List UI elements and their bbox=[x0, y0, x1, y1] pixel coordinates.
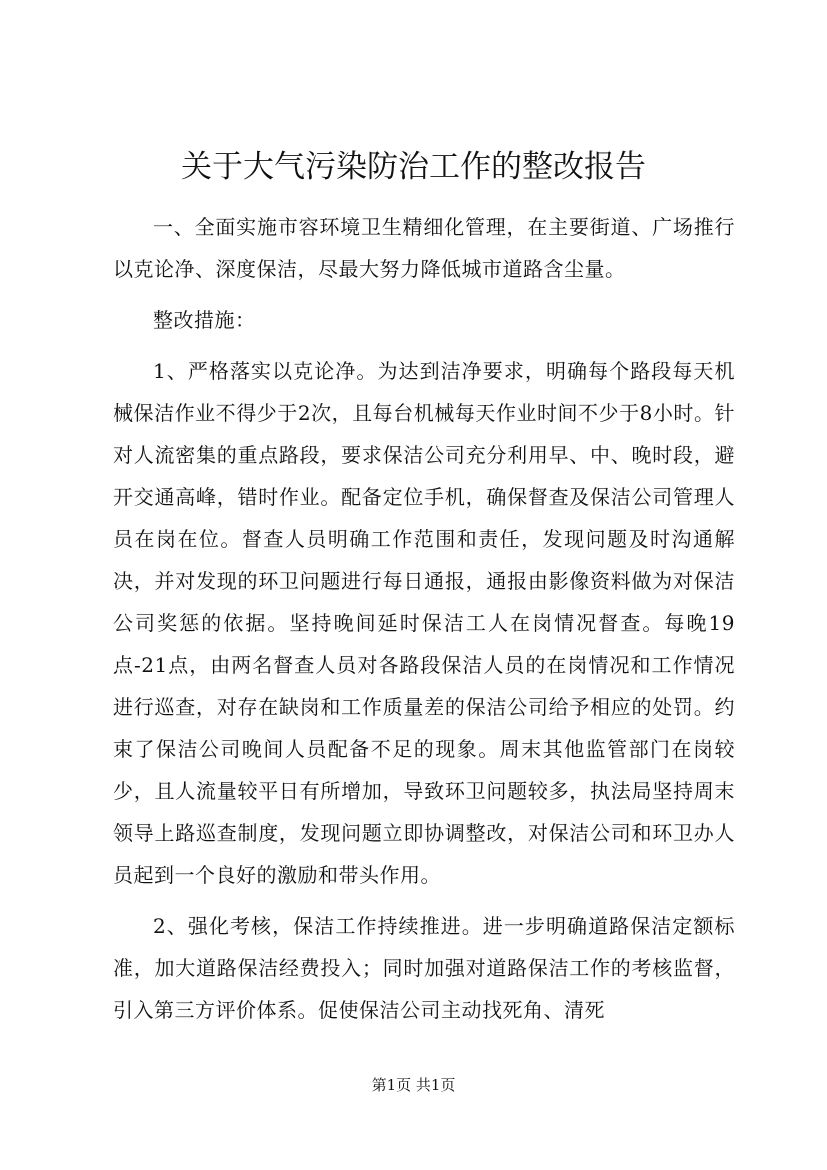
page-footer: 第1页 共1页 bbox=[371, 1076, 456, 1094]
paragraph-section-one: 一、全面实施市容环境卫生精细化管理，在主要街道、广场推行以克论净、深度保洁，尽最大努力降低城市道路含尘量。 bbox=[113, 215, 735, 281]
paragraph-measure-one: 1、严格落实以克论净。为达到洁净要求，明确每个路段每天机械保洁作业不得少于2次，且每台机械每天作业时间不少于8小时。针对人流密集的重点路段，要求保洁公司充分利用早、中、晚时段，避开交通高峰，错时作业。配备定位手机，确保督查及保洁公司管理人员在岗在位。督查人员明确工作范围和责任，发现问题及时沟通解决，并对发现的环卫问题进行每日通报，通报由影像资料做为对保洁公司奖惩的依据。坚持晚间延时保洁工人在岗情况督查。每晚19点-21点，由两名督查人员对各路段保洁人员的在岗情况和工作情况进行巡查，对存在缺岗和工作质量差的保洁公司给予相应的处罚。约束了保洁公司晚间人员配备不足的现象。周末其他监管部门在岗较少，且人流量较平日有所增加，导致环卫问题较多，执法局坚持周末领导上路巡查制度，发现问题立即协调整改，对保洁公司和环卫办人员起到一个良好的激励和带头作用。 bbox=[113, 359, 735, 887]
paragraph-measure-two: 2、强化考核，保洁工作持续推进。进一步明确道路保洁定额标准，加大道路保洁经费投入；同时加强对道路保洁工作的考核监督，引入第三方评价体系。促使保洁公司主动找死角、清死 bbox=[113, 914, 735, 1022]
document-body bbox=[113, 197, 735, 1031]
document-title: 关于大气污染防治工作的整改报告 bbox=[181, 149, 646, 185]
paragraph-measures-heading: 整改措施： bbox=[153, 308, 256, 332]
